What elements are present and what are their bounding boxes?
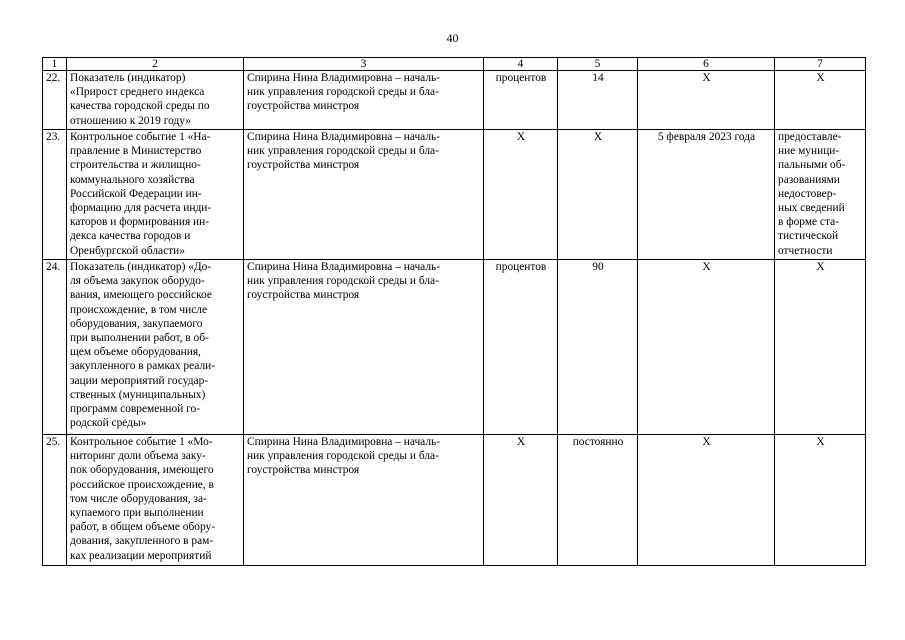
row-responsible: Спирина Нина Владимировна – началь- ник управления городской среды и бла- гоустройства минстроя <box>244 260 484 435</box>
row-value: 14 <box>558 71 638 130</box>
row-deadline: 5 февраля 2023 года <box>638 130 775 260</box>
document-table <box>42 57 866 566</box>
row-description: Контрольное событие 1 «На- правление в Министерство строительства и жилищно- коммунального хозяйства Российской Федерации ин- формацию для расчета инди- каторов и формирования ин- декса качества городов и Оренбургской области» <box>67 130 244 260</box>
row-risk: Х <box>775 435 866 566</box>
row-risk: Х <box>775 71 866 130</box>
column-header: 6 <box>638 58 775 71</box>
row-responsible: Спирина Нина Владимировна – началь- ник управления городской среды и бла- гоустройства минстроя <box>244 130 484 260</box>
row-risk: Х <box>775 260 866 435</box>
table-row <box>43 130 866 260</box>
row-description: Показатель (индикатор) «До- ля объема закупок оборудо- вания, имеющего российское происхождение, в том числе оборудования, закупаемого при выполнении работ, в об- щем объеме оборудования, закупленного в рамках реали- зации мероприятий государ- ственных (муниципальных) программ современной го- родской среды» <box>67 260 244 435</box>
page-number: 40 <box>446 31 459 45</box>
column-header: 5 <box>558 58 638 71</box>
row-number: 25. <box>43 435 67 566</box>
row-responsible: Спирина Нина Владимировна – началь- ник управления городской среды и бла- гоустройства минстроя <box>244 71 484 130</box>
column-header: 2 <box>67 58 244 71</box>
row-description: Контрольное событие 1 «Мо- ниторинг доли объема заку- пок оборудования, имеющего российское происхождение, в том числе оборудования, за- купаемого при выполнении работ, в общем объеме обору- дования, закупленного в рам- ках реализации мероприятий <box>67 435 244 566</box>
column-header: 7 <box>775 58 866 71</box>
row-unit: процентов <box>484 260 558 435</box>
row-unit: Х <box>484 130 558 260</box>
table-header-row <box>43 58 866 71</box>
row-value: Х <box>558 130 638 260</box>
column-header: 1 <box>43 58 67 71</box>
row-number: 24. <box>43 260 67 435</box>
table-row <box>43 260 866 435</box>
row-number: 22. <box>43 71 67 130</box>
row-unit: Х <box>484 435 558 566</box>
row-risk: предоставле- ние муници- пальными об- разованиями недостовер- ных сведений в форме ста- тистической отчетности <box>775 130 866 260</box>
row-responsible: Спирина Нина Владимировна – началь- ник управления городской среды и бла- гоустройства минстроя <box>244 435 484 566</box>
row-number: 23. <box>43 130 67 260</box>
table-row <box>43 71 866 130</box>
column-header: 3 <box>244 58 484 71</box>
row-value: постоянно <box>558 435 638 566</box>
row-deadline: Х <box>638 435 775 566</box>
table-row <box>43 435 866 566</box>
column-header: 4 <box>484 58 558 71</box>
row-deadline: Х <box>638 260 775 435</box>
row-unit: процентов <box>484 71 558 130</box>
row-value: 90 <box>558 260 638 435</box>
row-deadline: Х <box>638 71 775 130</box>
row-description: Показатель (индикатор) «Прирост среднего индекса качества городской среды по отношению к 2019 году» <box>67 71 244 130</box>
